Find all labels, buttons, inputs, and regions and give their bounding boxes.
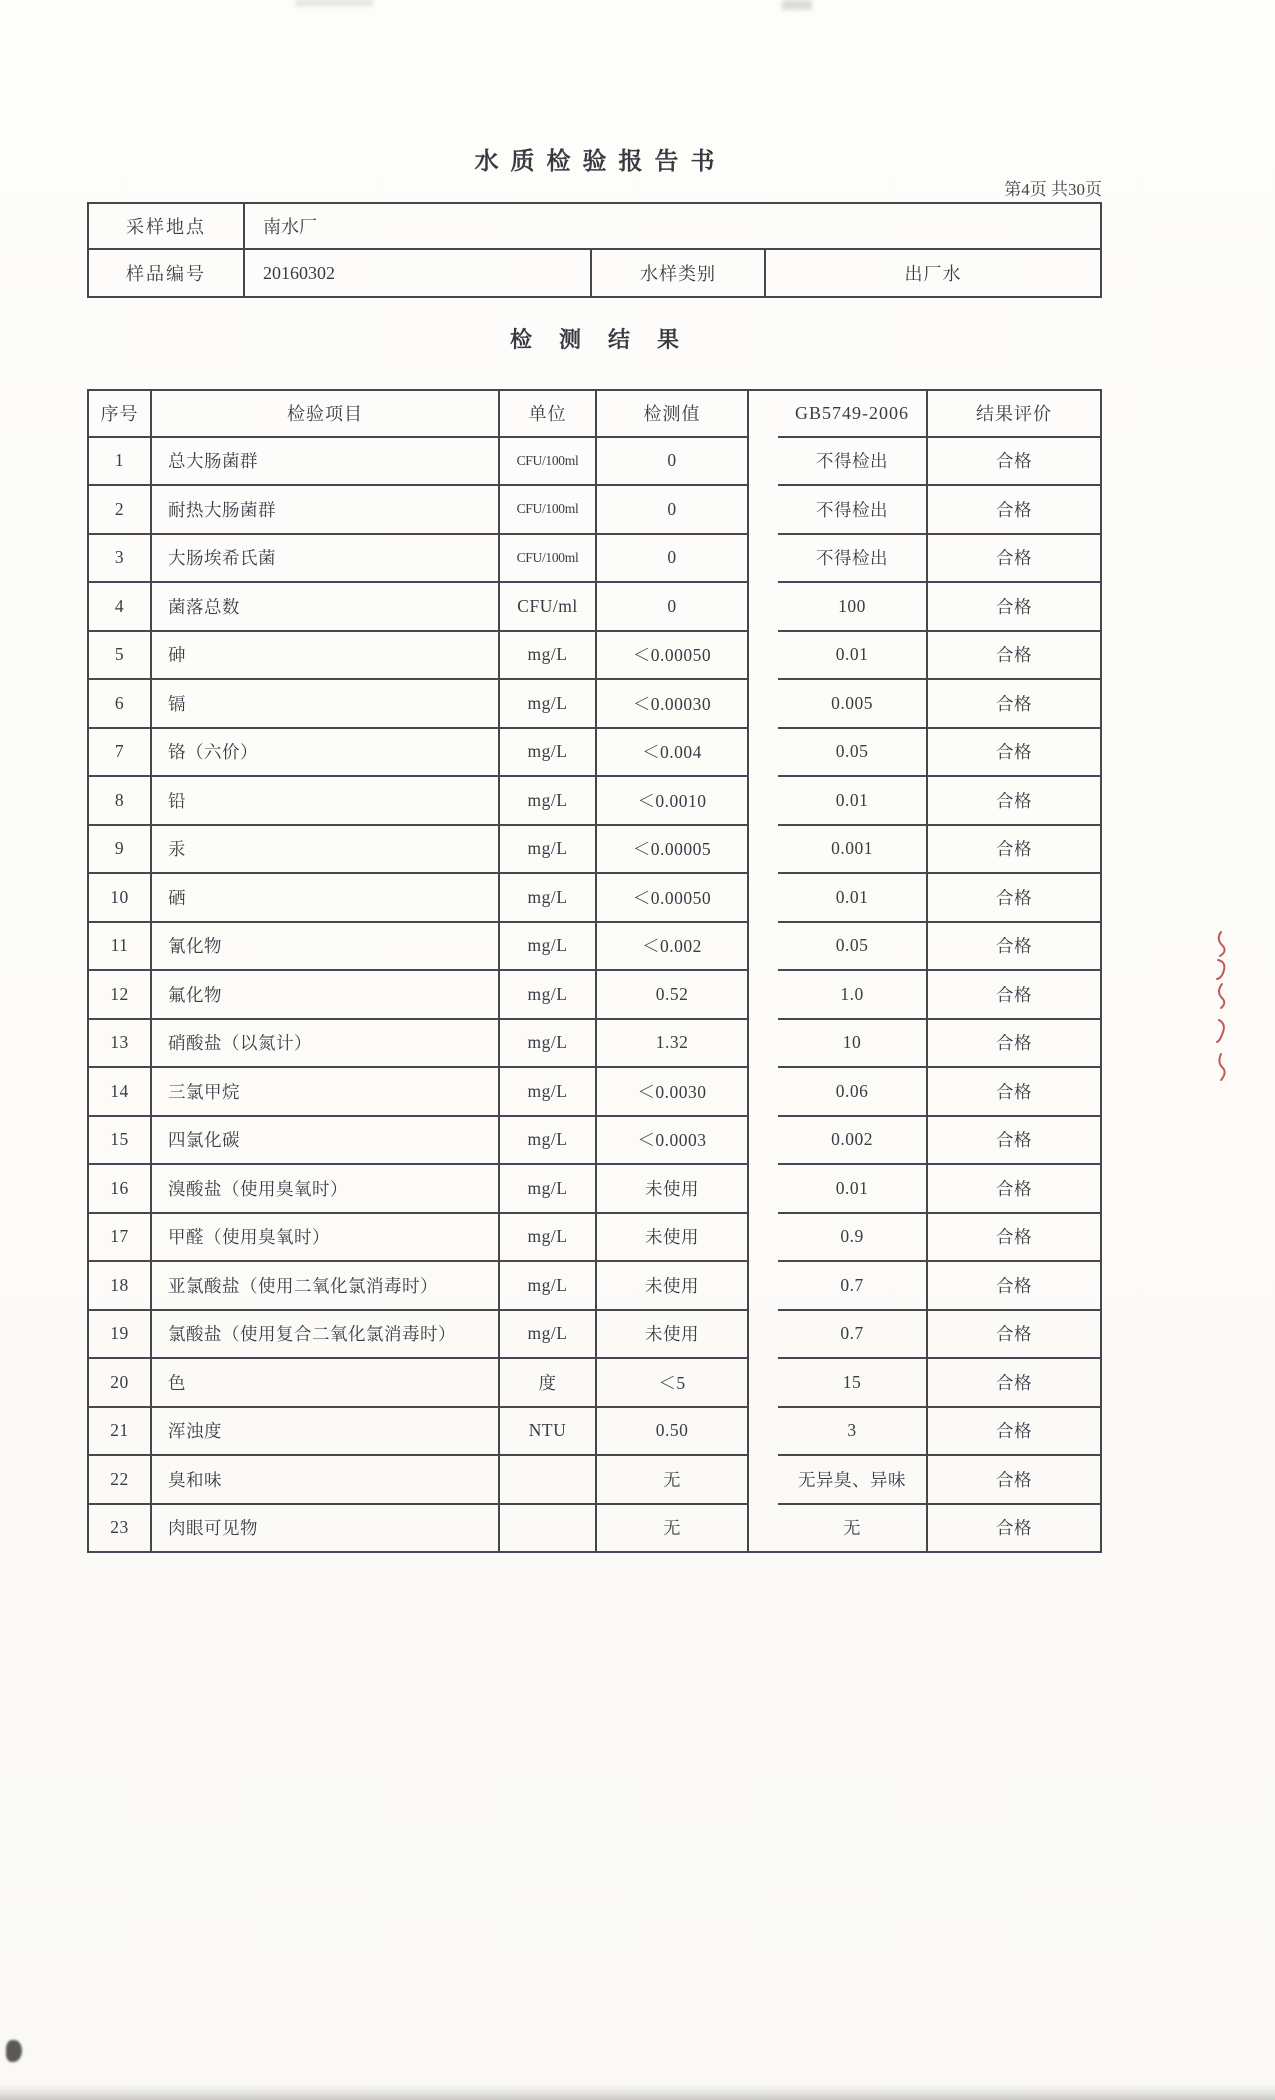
unit-cell: mg/L — [500, 874, 597, 923]
table-gap — [749, 583, 778, 632]
table-gap — [749, 1262, 778, 1311]
item-cell: 溴酸盐（使用臭氧时） — [152, 1165, 500, 1214]
standard-cell: 0.9 — [778, 1214, 928, 1263]
table-gap — [749, 1456, 778, 1505]
table-gap — [749, 438, 778, 487]
standard-cell: 15 — [778, 1359, 928, 1408]
table-gap — [749, 1068, 778, 1117]
row-number-cell: 18 — [87, 1262, 152, 1311]
item-cell: 大肠埃希氏菌 — [152, 535, 500, 584]
row-number-cell: 23 — [87, 1505, 152, 1554]
evaluation-cell: 合格 — [928, 583, 1102, 632]
row-number-cell: 1 — [87, 438, 152, 487]
row-number-cell: 3 — [87, 535, 152, 584]
row-number-cell: 7 — [87, 729, 152, 778]
row-number-cell: 14 — [87, 1068, 152, 1117]
value-cell: ＜0.004 — [597, 729, 749, 778]
standard-cell: 0.001 — [778, 826, 928, 875]
evaluation-cell: 合格 — [928, 971, 1102, 1020]
evaluation-cell: 合格 — [928, 729, 1102, 778]
value-cell: 未使用 — [597, 1214, 749, 1263]
scan-smudge — [295, 0, 373, 6]
unit-cell: mg/L — [500, 729, 597, 778]
row-number-cell: 5 — [87, 632, 152, 681]
item-cell: 肉眼可见物 — [152, 1505, 500, 1554]
value-cell: ＜0.0003 — [597, 1117, 749, 1166]
results-table — [87, 389, 1102, 1553]
scan-smudge — [782, 0, 812, 10]
evaluation-cell: 合格 — [928, 826, 1102, 875]
evaluation-cell: 合格 — [928, 1311, 1102, 1360]
unit-cell: CFU/ml — [500, 583, 597, 632]
evaluation-cell: 合格 — [928, 1214, 1102, 1263]
item-cell: 硒 — [152, 874, 500, 923]
item-cell: 亚氯酸盐（使用二氧化氯消毒时） — [152, 1262, 500, 1311]
unit-cell — [500, 1505, 597, 1554]
standard-cell: 0.01 — [778, 632, 928, 681]
sample-type-label: 水样类别 — [592, 250, 766, 298]
column-header-item: 检验项目 — [152, 389, 500, 438]
unit-cell: mg/L — [500, 826, 597, 875]
unit-cell: mg/L — [500, 1262, 597, 1311]
standard-cell: 0.01 — [778, 1165, 928, 1214]
item-cell: 镉 — [152, 680, 500, 729]
table-gap — [749, 826, 778, 875]
evaluation-cell: 合格 — [928, 1408, 1102, 1457]
value-cell: 未使用 — [597, 1262, 749, 1311]
red-margin-handwriting-mark — [1208, 928, 1236, 1093]
table-gap — [749, 777, 778, 826]
item-cell: 甲醛（使用臭氧时） — [152, 1214, 500, 1263]
row-number-cell: 4 — [87, 583, 152, 632]
standard-cell: 1.0 — [778, 971, 928, 1020]
row-number-cell: 15 — [87, 1117, 152, 1166]
column-header-value: 检测值 — [597, 389, 749, 438]
table-gap — [749, 1117, 778, 1166]
standard-cell: 无 — [778, 1505, 928, 1554]
value-cell: 未使用 — [597, 1165, 749, 1214]
item-cell: 砷 — [152, 632, 500, 681]
table-gap — [749, 1214, 778, 1263]
value-cell: ＜0.00050 — [597, 632, 749, 681]
row-number-cell: 17 — [87, 1214, 152, 1263]
scan-edge-shadow — [0, 2084, 1275, 2100]
row-number-cell: 22 — [87, 1456, 152, 1505]
table-gap — [749, 874, 778, 923]
evaluation-cell: 合格 — [928, 1117, 1102, 1166]
value-cell: 1.32 — [597, 1020, 749, 1069]
table-gap — [749, 729, 778, 778]
row-number-cell: 20 — [87, 1359, 152, 1408]
evaluation-cell: 合格 — [928, 777, 1102, 826]
column-header-evaluation: 结果评价 — [928, 389, 1102, 438]
sampling-location-value: 南水厂 — [245, 202, 1102, 250]
standard-cell: 不得检出 — [778, 486, 928, 535]
standard-cell: 3 — [778, 1408, 928, 1457]
page-indicator: 第4页 共30页 — [1004, 180, 1102, 199]
table-gap — [749, 1359, 778, 1408]
evaluation-cell: 合格 — [928, 1505, 1102, 1554]
unit-cell: NTU — [500, 1408, 597, 1457]
evaluation-cell: 合格 — [928, 874, 1102, 923]
item-cell: 氰化物 — [152, 923, 500, 972]
value-cell: 0 — [597, 438, 749, 487]
table-gap — [749, 1020, 778, 1069]
item-cell: 臭和味 — [152, 1456, 500, 1505]
evaluation-cell: 合格 — [928, 1456, 1102, 1505]
table-gap — [749, 632, 778, 681]
standard-cell: 0.01 — [778, 874, 928, 923]
unit-cell — [500, 1456, 597, 1505]
table-gap — [749, 486, 778, 535]
standard-cell: 0.05 — [778, 923, 928, 972]
value-cell: 0 — [597, 535, 749, 584]
row-number-cell: 8 — [87, 777, 152, 826]
row-number-cell: 2 — [87, 486, 152, 535]
sample-info-table — [87, 202, 1102, 298]
scan-blot — [6, 2040, 22, 2062]
section-title: 检测结果 — [509, 327, 706, 352]
value-cell: ＜0.00005 — [597, 826, 749, 875]
table-gap — [749, 535, 778, 584]
value-cell: ＜5 — [597, 1359, 749, 1408]
standard-cell: 不得检出 — [778, 438, 928, 487]
table-gap — [749, 1408, 778, 1457]
evaluation-cell: 合格 — [928, 1020, 1102, 1069]
unit-cell: 度 — [500, 1359, 597, 1408]
row-number-cell: 13 — [87, 1020, 152, 1069]
item-cell: 总大肠菌群 — [152, 438, 500, 487]
value-cell: 0 — [597, 583, 749, 632]
column-header-no: 序号 — [87, 389, 152, 438]
value-cell: 无 — [597, 1456, 749, 1505]
evaluation-cell: 合格 — [928, 1068, 1102, 1117]
row-number-cell: 6 — [87, 680, 152, 729]
sample-number-value: 20160302 — [245, 250, 592, 298]
value-cell: 0 — [597, 486, 749, 535]
table-gap — [749, 971, 778, 1020]
item-cell: 铅 — [152, 777, 500, 826]
sample-number-label: 样品编号 — [87, 250, 245, 298]
table-gap — [749, 680, 778, 729]
value-cell: ＜0.00030 — [597, 680, 749, 729]
standard-cell: 10 — [778, 1020, 928, 1069]
item-cell: 氟化物 — [152, 971, 500, 1020]
evaluation-cell: 合格 — [928, 1359, 1102, 1408]
standard-cell: 不得检出 — [778, 535, 928, 584]
table-gap — [749, 923, 778, 972]
standard-cell: 0.06 — [778, 1068, 928, 1117]
evaluation-cell: 合格 — [928, 535, 1102, 584]
unit-cell: mg/L — [500, 1117, 597, 1166]
row-number-cell: 11 — [87, 923, 152, 972]
item-cell: 汞 — [152, 826, 500, 875]
value-cell: 无 — [597, 1505, 749, 1554]
row-number-cell: 16 — [87, 1165, 152, 1214]
standard-cell: 0.05 — [778, 729, 928, 778]
table-gap — [749, 1505, 778, 1554]
value-cell: 未使用 — [597, 1311, 749, 1360]
row-number-cell: 12 — [87, 971, 152, 1020]
column-header-standard: GB5749-2006 — [778, 389, 928, 438]
value-cell: ＜0.002 — [597, 923, 749, 972]
item-cell: 色 — [152, 1359, 500, 1408]
table-gap — [749, 1311, 778, 1360]
value-cell: ＜0.0030 — [597, 1068, 749, 1117]
item-cell: 浑浊度 — [152, 1408, 500, 1457]
evaluation-cell: 合格 — [928, 632, 1102, 681]
value-cell: ＜0.0010 — [597, 777, 749, 826]
row-number-cell: 9 — [87, 826, 152, 875]
evaluation-cell: 合格 — [928, 923, 1102, 972]
evaluation-cell: 合格 — [928, 1262, 1102, 1311]
unit-cell: mg/L — [500, 1068, 597, 1117]
unit-cell: CFU/100ml — [500, 535, 597, 584]
unit-cell: mg/L — [500, 1214, 597, 1263]
column-header-unit: 单位 — [500, 389, 597, 438]
unit-cell: mg/L — [500, 680, 597, 729]
value-cell: 0.50 — [597, 1408, 749, 1457]
standard-cell: 0.7 — [778, 1262, 928, 1311]
report-title: 水质检验报告书 — [474, 149, 727, 175]
item-cell: 耐热大肠菌群 — [152, 486, 500, 535]
row-number-cell: 21 — [87, 1408, 152, 1457]
standard-cell: 0.01 — [778, 777, 928, 826]
item-cell: 铬（六价） — [152, 729, 500, 778]
unit-cell: mg/L — [500, 1020, 597, 1069]
sample-type-value: 出厂水 — [766, 250, 1102, 298]
unit-cell: mg/L — [500, 923, 597, 972]
item-cell: 三氯甲烷 — [152, 1068, 500, 1117]
unit-cell: CFU/100ml — [500, 486, 597, 535]
row-number-cell: 19 — [87, 1311, 152, 1360]
row-number-cell: 10 — [87, 874, 152, 923]
value-cell: 0.52 — [597, 971, 749, 1020]
standard-cell: 无异臭、异味 — [778, 1456, 928, 1505]
table-gap — [749, 1165, 778, 1214]
item-cell: 菌落总数 — [152, 583, 500, 632]
unit-cell: mg/L — [500, 632, 597, 681]
item-cell: 硝酸盐（以氮计） — [152, 1020, 500, 1069]
unit-cell: mg/L — [500, 1165, 597, 1214]
evaluation-cell: 合格 — [928, 486, 1102, 535]
table-gap — [749, 389, 778, 438]
value-cell: ＜0.00050 — [597, 874, 749, 923]
evaluation-cell: 合格 — [928, 680, 1102, 729]
unit-cell: mg/L — [500, 777, 597, 826]
standard-cell: 100 — [778, 583, 928, 632]
evaluation-cell: 合格 — [928, 1165, 1102, 1214]
unit-cell: mg/L — [500, 1311, 597, 1360]
unit-cell: CFU/100ml — [500, 438, 597, 487]
item-cell: 氯酸盐（使用复合二氧化氯消毒时） — [152, 1311, 500, 1360]
standard-cell: 0.7 — [778, 1311, 928, 1360]
evaluation-cell: 合格 — [928, 438, 1102, 487]
unit-cell: mg/L — [500, 971, 597, 1020]
standard-cell: 0.005 — [778, 680, 928, 729]
standard-cell: 0.002 — [778, 1117, 928, 1166]
sampling-location-label: 采样地点 — [87, 202, 245, 250]
item-cell: 四氯化碳 — [152, 1117, 500, 1166]
